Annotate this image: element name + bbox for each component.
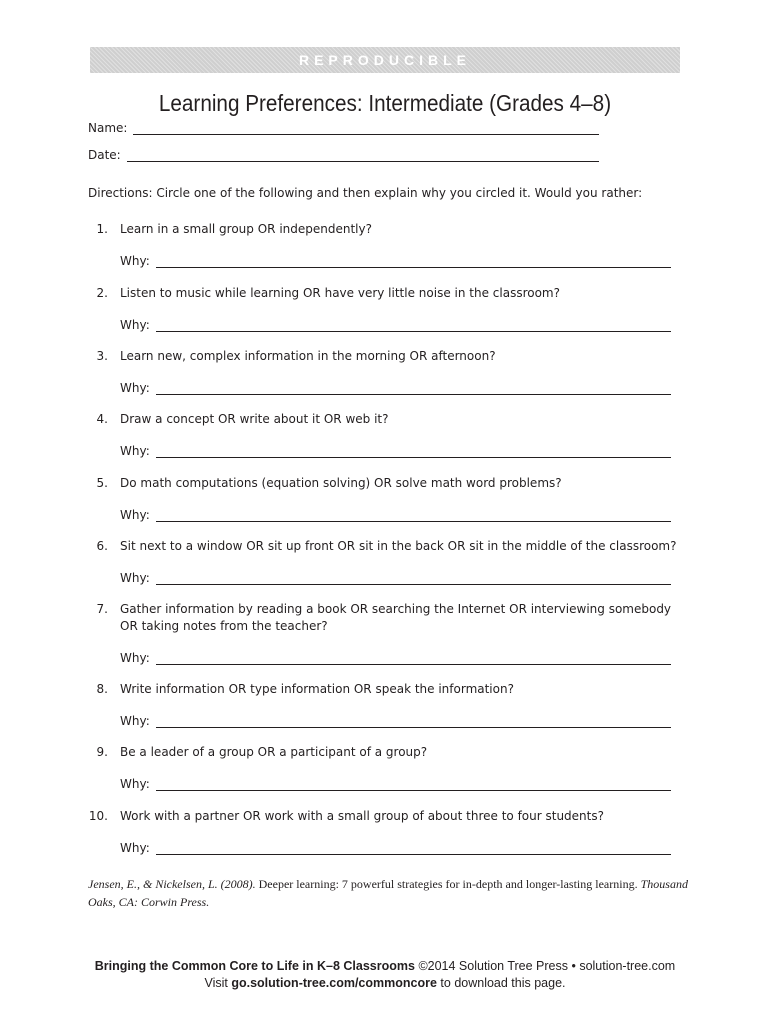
- question-number: 4.: [96, 412, 108, 426]
- name-line: [133, 121, 599, 135]
- why-answer-field: [120, 508, 671, 522]
- why-answer-field: [120, 777, 671, 791]
- question-number: 10.: [88, 809, 108, 823]
- question-text: Learn new, complex information in the morning OR afternoon?: [120, 349, 496, 363]
- why-answer-field: [120, 841, 671, 855]
- answer-line: [156, 444, 671, 458]
- answer-line: [156, 841, 671, 855]
- answer-line: [156, 318, 671, 332]
- question-text: Sit next to a window OR sit up front OR sit in the back OR sit in the middle of the classroom?: [120, 539, 677, 553]
- why-label: Why:: [120, 444, 150, 458]
- date-field: [88, 148, 599, 162]
- question-number: 8.: [96, 682, 108, 696]
- name-field: [88, 121, 599, 135]
- question-number: 2.: [96, 286, 108, 300]
- why-label: Why:: [120, 381, 150, 395]
- why-answer-field: [120, 254, 671, 268]
- why-answer-field: [120, 318, 671, 332]
- date-line: [127, 148, 599, 162]
- why-label: Why:: [120, 777, 150, 791]
- why-answer-field: [120, 444, 671, 458]
- citation-publisher: Thousand Oaks, CA: Corwin Press.: [88, 877, 688, 909]
- question-text: Learn in a small group OR independently?: [120, 222, 372, 236]
- date-label: Date:: [88, 148, 121, 162]
- why-answer-field: [120, 651, 671, 665]
- answer-line: [156, 777, 671, 791]
- why-label: Why:: [120, 508, 150, 522]
- footer-copyright: ©2014 Solution Tree Press • solution-tree.com: [418, 959, 676, 973]
- name-label: Name:: [88, 121, 128, 135]
- answer-line: [156, 508, 671, 522]
- footer-line-2: [0, 976, 770, 990]
- why-label: Why:: [120, 254, 150, 268]
- why-answer-field: [120, 381, 671, 395]
- footer-visit: Visit: [204, 976, 228, 990]
- question-text: Write information OR type information OR speak the information?: [120, 682, 514, 696]
- footer-download: to download this page.: [440, 976, 566, 990]
- answer-line: [156, 651, 671, 665]
- why-label: Why:: [120, 714, 150, 728]
- question-number: 7.: [96, 602, 108, 616]
- answer-line: [156, 381, 671, 395]
- question-text: Listen to music while learning OR have very little noise in the classroom?: [120, 286, 560, 300]
- question-number: 6.: [96, 539, 108, 553]
- citation: [88, 875, 688, 911]
- reproducible-banner: [90, 47, 680, 73]
- answer-line: [156, 571, 671, 585]
- answer-line: [156, 254, 671, 268]
- question-number: 3.: [96, 349, 108, 363]
- why-label: Why:: [120, 318, 150, 332]
- why-label: Why:: [120, 841, 150, 855]
- question-text: Be a leader of a group OR a participant of a group?: [120, 745, 428, 759]
- why-label: Why:: [120, 571, 150, 585]
- why-answer-field: [120, 714, 671, 728]
- citation-authors: Jensen, E., & Nickelsen, L. (2008).: [88, 877, 256, 891]
- directions-text: Directions: Circle one of the following and then explain why you circled it. Would you rather:: [88, 186, 643, 200]
- question-text: Draw a concept OR write about it OR web it?: [120, 412, 389, 426]
- question-number: 9.: [96, 745, 108, 759]
- question-number: 1.: [96, 222, 108, 236]
- citation-title: Deeper learning: 7 powerful strategies for in-depth and longer-lasting learning.: [258, 877, 638, 891]
- why-label: Why:: [120, 651, 150, 665]
- question-number: 5.: [96, 476, 108, 490]
- answer-line: [156, 714, 671, 728]
- footer-book-title: Bringing the Common Core to Life in K–8 Classrooms: [94, 959, 415, 973]
- why-answer-field: [120, 571, 671, 585]
- question-text: Do math computations (equation solving) OR solve math word problems?: [120, 476, 562, 490]
- question-text: Work with a partner OR work with a small group of about three to four students?: [120, 809, 604, 823]
- footer-line-1: [0, 959, 770, 973]
- footer-url-link[interactable]: go.solution-tree.com/commoncore: [231, 976, 437, 990]
- page-title: Learning Preferences: Intermediate (Grades 4–8): [158, 90, 612, 116]
- banner-label: REPRODUCIBLE: [298, 52, 471, 68]
- question-text: Gather information by reading a book OR searching the Internet OR interviewing somebody OR taking notes from the teacher?: [120, 602, 672, 633]
